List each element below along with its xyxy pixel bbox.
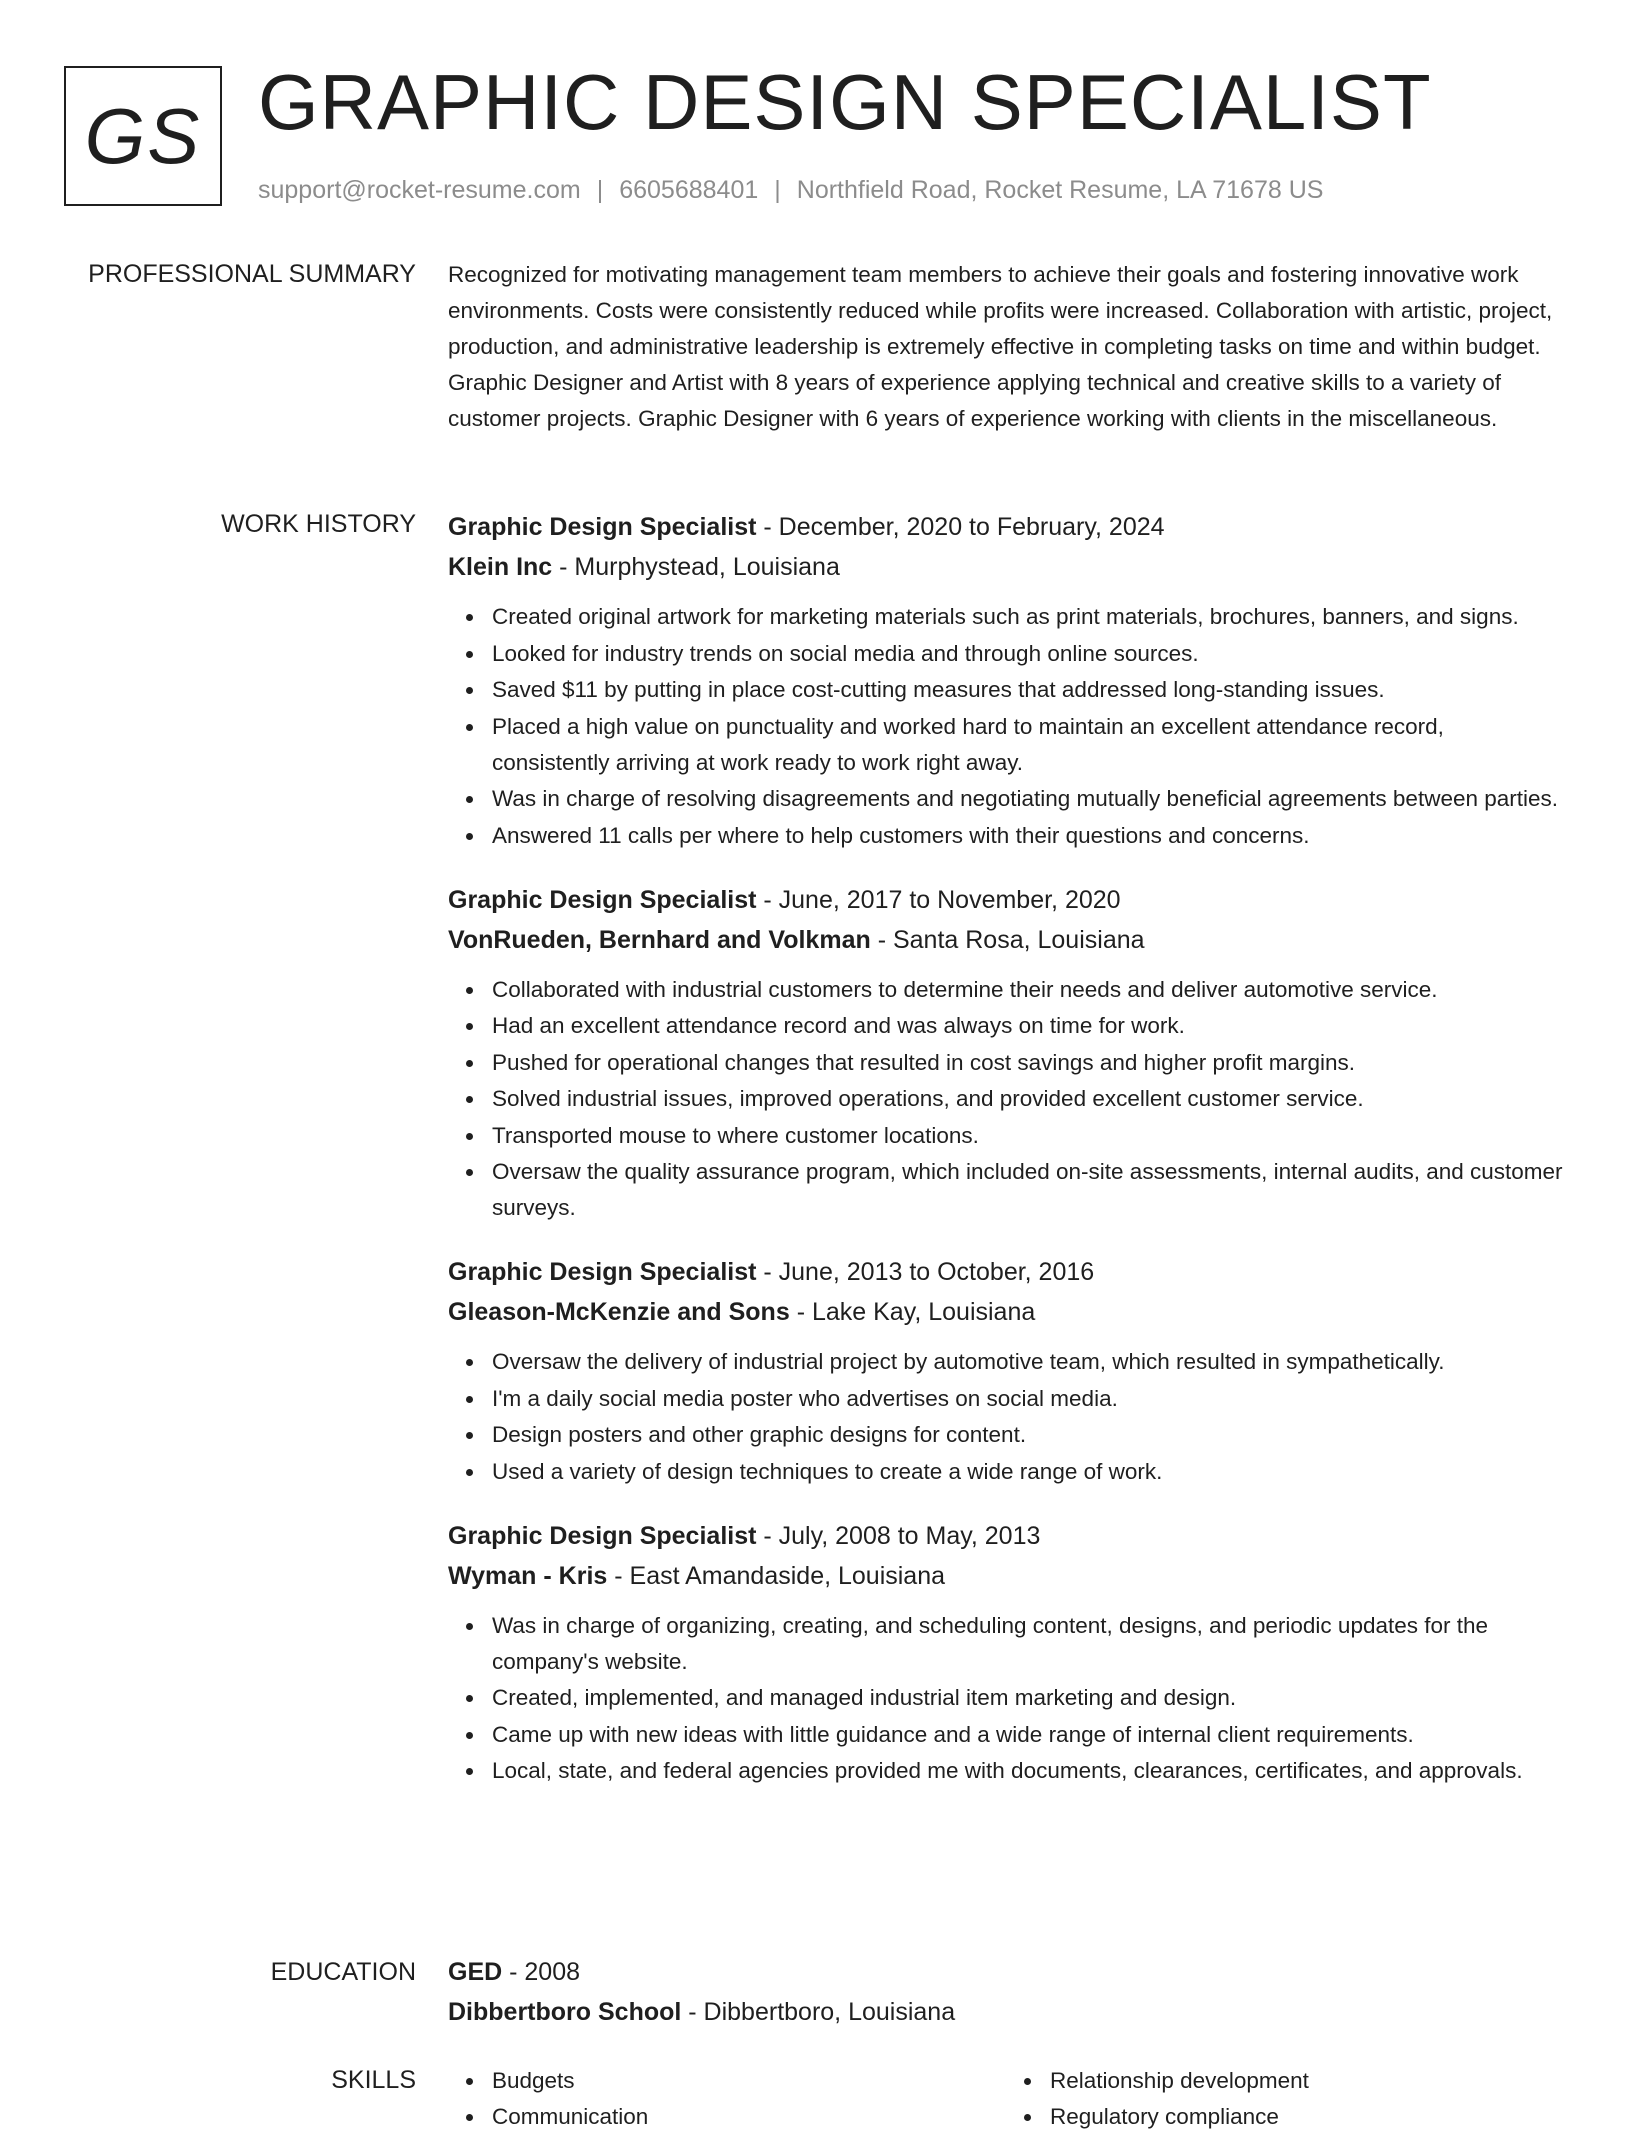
bullet-icon xyxy=(466,987,473,994)
education-location: - Dibbertboro, Louisiana xyxy=(681,1998,956,2026)
contact-separator: | xyxy=(596,176,604,204)
bullet-icon xyxy=(466,2078,473,2085)
job-bullets xyxy=(448,972,1564,1227)
job-company-line xyxy=(448,547,1564,587)
job-dates: - June, 2013 to October, 2016 xyxy=(756,1258,1095,1286)
skills-column-right xyxy=(1006,2063,1564,2135)
bullet-text: Created original artwork for marketing materials such as print materials, brochures, banners, and signs. xyxy=(492,604,1519,629)
bullet-text: I'm a daily social media poster who advertises on social media. xyxy=(492,1385,1118,1411)
bullet-icon xyxy=(466,796,473,803)
bullet-text: Collaborated with industrial customers to determine their needs and deliver automotive service. xyxy=(492,976,1438,1002)
job-company: VonRueden, Bernhard and Volkman xyxy=(448,925,871,954)
job-bullets xyxy=(448,1608,1564,1790)
bullet-text: Design posters and other graphic designs for content. xyxy=(492,1422,1027,1447)
skill-text: Relationship development xyxy=(1050,2068,1309,2093)
bullet-icon xyxy=(466,1623,473,1630)
job-bullet xyxy=(492,1045,1564,1081)
job-bullet xyxy=(492,1344,1564,1380)
bullet-text: Local, state, and federal agencies provided me with documents, clearances, certificates, and approvals. xyxy=(492,1758,1523,1783)
job-entry xyxy=(448,1252,1564,1490)
job-bullet xyxy=(492,672,1564,708)
contact-separator: | xyxy=(774,176,781,204)
bullet-icon xyxy=(466,1023,473,1030)
education-school-line xyxy=(448,1992,1564,2032)
bullet-text: Placed a high value on punctuality and worked hard to maintain an excellent attendance record, consistently arriving at work ready to work right away. xyxy=(492,713,1444,775)
monogram-box xyxy=(64,66,222,206)
job-bullet xyxy=(492,599,1564,635)
job-title: Graphic Design Specialist xyxy=(448,513,757,541)
job-bullet xyxy=(492,781,1564,817)
skills-column-left xyxy=(448,2063,1006,2135)
skill-item xyxy=(1050,2063,1564,2099)
bullet-text: Oversaw the quality assurance program, which included on-site assessments, internal audits, and customer surveys. xyxy=(492,1159,1563,1220)
bullet-icon xyxy=(466,1432,473,1439)
bullet-text: Transported mouse to where customer locations. xyxy=(492,1122,979,1148)
education-year: - 2008 xyxy=(502,1958,581,1986)
bullet-text: Oversaw the delivery of industrial project by automotive team, which resulted in sympathetically. xyxy=(492,1349,1445,1374)
job-title: Graphic Design Specialist xyxy=(448,885,757,914)
job-company-line xyxy=(448,920,1564,960)
job-location: - Santa Rosa, Louisiana xyxy=(870,925,1145,954)
job-dates: - June, 2017 to November, 2020 xyxy=(756,885,1121,914)
skill-text: Communication xyxy=(492,2104,649,2129)
job-title-line xyxy=(448,880,1564,920)
job-bullet xyxy=(492,1381,1564,1417)
job-bullet xyxy=(492,1717,1564,1753)
job-company-line xyxy=(448,1556,1564,1596)
skill-item xyxy=(492,2063,1006,2099)
job-entry xyxy=(448,507,1564,854)
bullet-text: Was in charge of organizing, creating, and scheduling content, designs, and periodic updates for the company's website. xyxy=(492,1612,1489,1674)
job-bullet xyxy=(492,1417,1564,1453)
bullet-icon xyxy=(466,1768,473,1775)
job-company: Klein Inc xyxy=(448,553,553,581)
bullet-icon xyxy=(466,687,473,694)
section-label-skills: SKILLS xyxy=(331,2066,416,2094)
job-title-line xyxy=(448,1252,1564,1292)
section-label-education: EDUCATION xyxy=(270,1958,416,1986)
contact-phone[interactable]: 6605688401 xyxy=(619,176,759,204)
skills-columns xyxy=(448,2063,1564,2135)
skill-text: Regulatory compliance xyxy=(1050,2104,1279,2129)
job-bullet xyxy=(492,636,1564,672)
section-label-summary: PROFESSIONAL SUMMARY xyxy=(88,260,416,288)
job-company: Wyman - Kris xyxy=(448,1561,608,1590)
education-degree-line xyxy=(448,1952,1564,1992)
bullet-icon xyxy=(466,1169,473,1176)
bullet-icon xyxy=(466,724,473,731)
bullet-icon xyxy=(466,1060,473,1067)
job-bullets xyxy=(448,1344,1564,1490)
skill-item xyxy=(1050,2099,1564,2135)
bullet-icon xyxy=(466,651,473,658)
contact-line xyxy=(258,174,1323,206)
section-label-work-history: WORK HISTORY xyxy=(221,510,416,538)
contact-email[interactable]: support@rocket-resume.com xyxy=(258,176,581,204)
job-bullet xyxy=(492,1454,1564,1490)
bullet-text: Solved industrial issues, improved operations, and provided excellent customer service. xyxy=(492,1086,1364,1111)
jobs-list xyxy=(448,507,1564,1815)
job-bullet xyxy=(492,1154,1564,1226)
job-location: - East Amandaside, Louisiana xyxy=(607,1561,946,1590)
skill-item xyxy=(492,2099,1006,2135)
skill-text: Budgets xyxy=(492,2068,575,2093)
summary-text: Recognized for motivating management team members to achieve their goals and fostering innovative work environments. Costs were consistently reduced while profits were increased. Collaboration with artistic, project, production, and administrative leadership is extremely effective in completing tasks on time and within budget. Graphic Designer and Artist with 8 years of experience applying technical and creative skills to a variety of customer projects. Graphic Designer with 6 years of experience working with clients in the miscellaneous. xyxy=(448,262,1553,431)
monogram-initials: GS xyxy=(84,91,202,180)
bullet-text: Answered 11 calls per where to help customers with their questions and concerns. xyxy=(492,822,1310,848)
job-bullets xyxy=(448,599,1564,854)
bullet-icon xyxy=(466,1096,473,1103)
job-location: - Lake Kay, Louisiana xyxy=(789,1298,1036,1326)
bullet-text: Looked for industry trends on social media and through online sources. xyxy=(492,640,1199,666)
job-bullet xyxy=(492,1081,1564,1117)
job-company-line xyxy=(448,1292,1564,1332)
job-bullet xyxy=(492,972,1564,1008)
bullet-icon xyxy=(466,1133,473,1140)
job-entry xyxy=(448,1516,1564,1790)
bullet-icon xyxy=(466,1359,473,1366)
education-degree: GED xyxy=(448,1958,503,1986)
bullet-icon xyxy=(466,1732,473,1739)
job-bullet xyxy=(492,1118,1564,1154)
education-school: Dibbertboro School xyxy=(448,1998,682,2026)
job-dates: - December, 2020 to February, 2024 xyxy=(756,513,1165,541)
bullet-text: Created, implemented, and managed industrial item marketing and design. xyxy=(492,1685,1237,1710)
job-entry xyxy=(448,880,1564,1227)
bullet-icon xyxy=(466,2114,473,2121)
job-title: Graphic Design Specialist xyxy=(448,1521,757,1550)
bullet-text: Pushed for operational changes that resulted in cost savings and higher profit margins. xyxy=(492,1049,1356,1075)
bullet-icon xyxy=(466,1396,473,1403)
job-dates: - July, 2008 to May, 2013 xyxy=(756,1521,1041,1550)
bullet-icon xyxy=(466,1469,473,1476)
job-title: Graphic Design Specialist xyxy=(448,1258,757,1286)
bullet-text: Saved $11 by putting in place cost-cutting measures that addressed long-standing issues. xyxy=(492,677,1385,702)
bullet-icon xyxy=(466,833,473,840)
job-bullet xyxy=(492,1680,1564,1716)
bullet-text: Came up with new ideas with little guidance and a wide range of internal client requirements. xyxy=(492,1721,1414,1747)
bullet-icon xyxy=(466,1695,473,1702)
job-location: - Murphystead, Louisiana xyxy=(552,553,840,581)
bullet-icon xyxy=(1024,2114,1031,2121)
bullet-text: Was in charge of resolving disagreements and negotiating mutually beneficial agreements between parties. xyxy=(492,786,1559,811)
job-bullet xyxy=(492,1608,1564,1680)
job-bullet xyxy=(492,818,1564,854)
job-bullet xyxy=(492,1008,1564,1044)
job-bullet xyxy=(492,1753,1564,1789)
bullet-icon xyxy=(1024,2078,1031,2085)
resume-name: GRAPHIC DESIGN SPECIALIST xyxy=(258,58,1432,146)
job-title-line xyxy=(448,1516,1564,1556)
job-bullet xyxy=(492,709,1564,781)
bullet-text: Had an excellent attendance record and was always on time for work. xyxy=(492,1013,1185,1038)
job-title-line xyxy=(448,507,1564,547)
contact-address: Northfield Road, Rocket Resume, LA 71678 US xyxy=(796,176,1324,204)
bullet-text: Used a variety of design techniques to create a wide range of work. xyxy=(492,1458,1163,1484)
bullet-icon xyxy=(466,614,473,621)
job-company: Gleason-McKenzie and Sons xyxy=(448,1298,790,1326)
